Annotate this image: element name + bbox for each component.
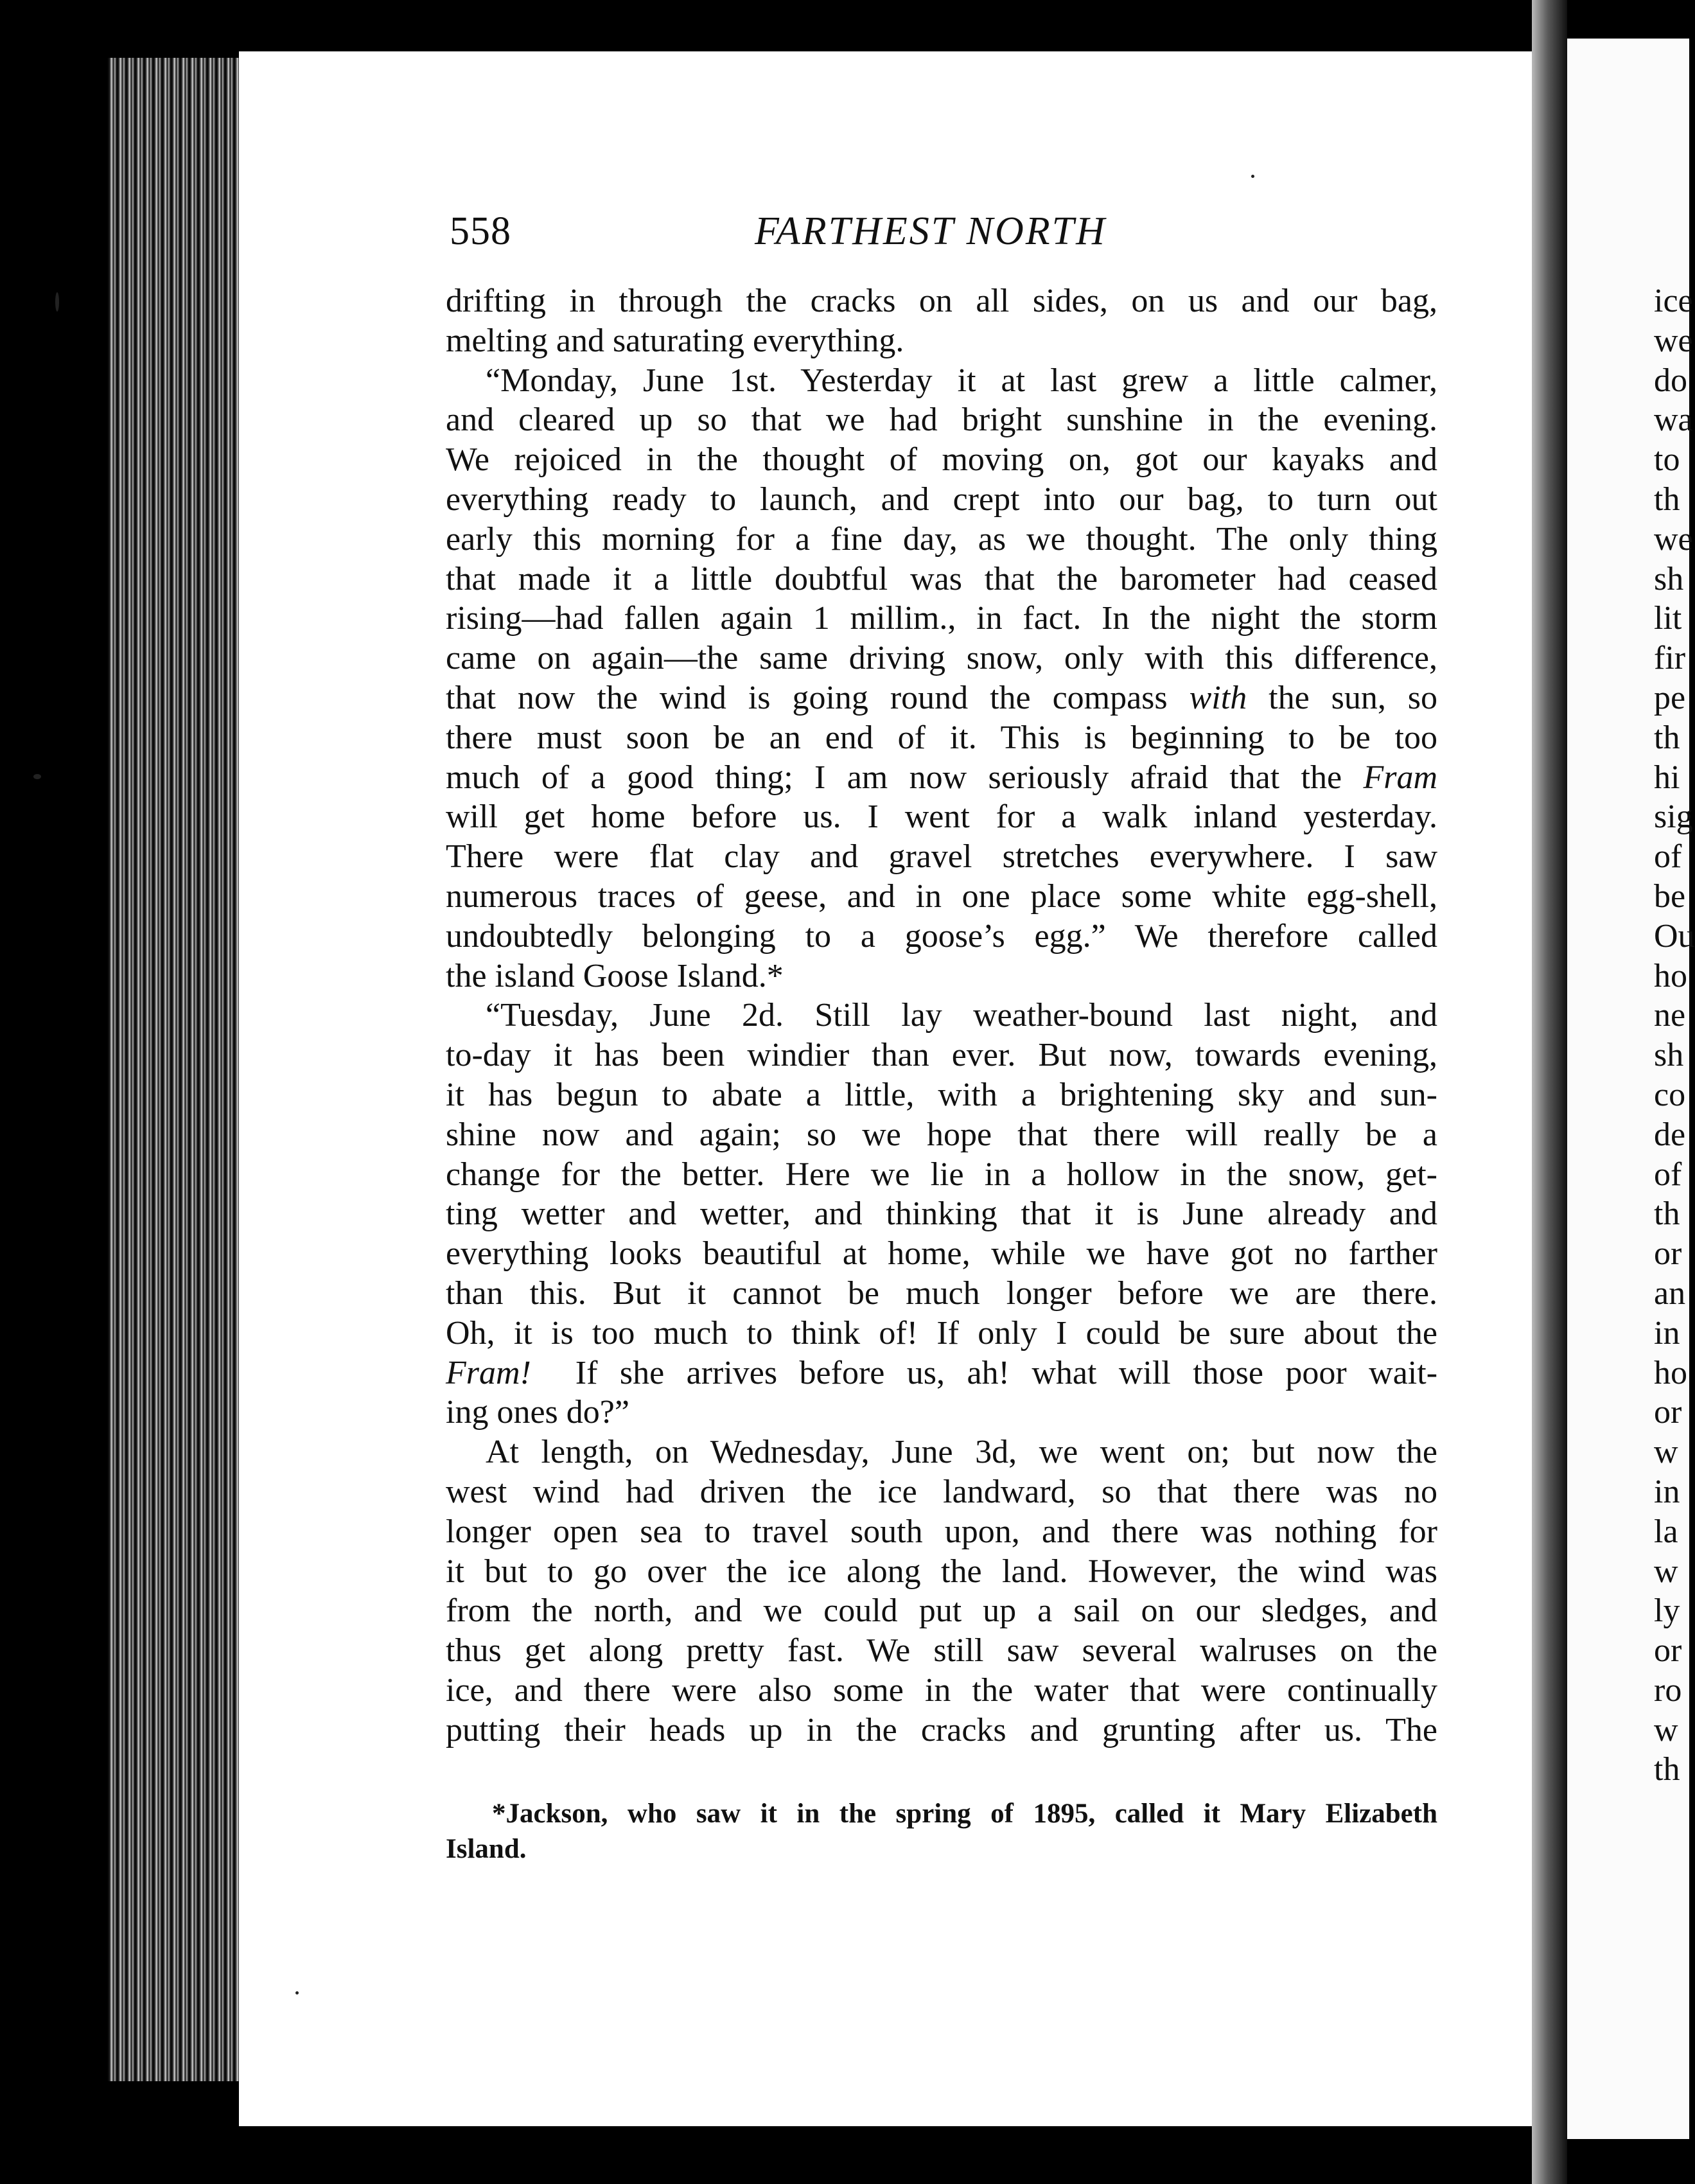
facing-page-fragment: pe: [1654, 679, 1686, 716]
text-line: there must soon be an end of it. This is beginning to be too: [446, 719, 1437, 756]
text-line: melting and saturating everything.: [446, 322, 904, 359]
text-line: numerous traces of geese, and in one place some white egg-shell,: [446, 877, 1437, 915]
italic-emphasis: with: [1189, 679, 1247, 716]
facing-page-text: [1654, 281, 1695, 1790]
text-segment: much of a good thing; I am now seriously afraid that the: [446, 759, 1342, 796]
facing-page-fragment: ne: [1654, 997, 1686, 1034]
facing-page-fragment: w: [1654, 1711, 1678, 1748]
facing-page-fragment: w: [1654, 1553, 1678, 1590]
facing-page-fragment: th: [1654, 480, 1680, 518]
text-line: There were flat clay and gravel stretches everywhere. I saw: [446, 838, 1437, 876]
text-line: “Tuesday, June 2d. Still lay weather-bound last night, and: [486, 997, 1437, 1034]
text-line: rising—had fallen again 1 millim., in fact. In the night the storm: [446, 600, 1437, 637]
facing-page-fragment: of: [1654, 838, 1682, 876]
facing-page-fragment: sig: [1654, 798, 1693, 836]
book-gutter: [1532, 0, 1567, 2184]
text-segment: If she arrives before us, ah! what will those poor wait-: [575, 1354, 1438, 1391]
running-title: FARTHEST NORTH: [755, 209, 1107, 253]
facing-page-fragment: ly: [1654, 1592, 1680, 1630]
body-text: [446, 281, 1437, 1750]
text-line: [446, 1353, 1437, 1393]
text-line: [446, 758, 1437, 798]
text-line: We rejoiced in the thought of moving on, got our kayaks and: [446, 441, 1437, 479]
facing-page-fragment: ho: [1654, 1354, 1687, 1391]
text-segment: that now the wind is going round the compass: [446, 679, 1168, 716]
facing-page-fragment: ho: [1654, 957, 1687, 994]
text-line: ting wetter and wetter, and thinking that it is June already and: [446, 1195, 1437, 1233]
scan-speck: [295, 1991, 299, 1995]
text-line: came on again—the same driving snow, only with this difference,: [446, 640, 1437, 677]
facing-page-fragment: an: [1654, 1274, 1686, 1312]
facing-page-fragment: we: [1654, 322, 1693, 359]
facing-page-fragment: be: [1654, 877, 1686, 915]
text-line: At length, on Wednesday, June 3d, we went on; but now the: [486, 1434, 1437, 1471]
text-line: shine now and again; so we hope that there will really be a: [446, 1116, 1437, 1153]
facing-page-fragment: sh: [1654, 1037, 1684, 1074]
facing-page-fragment: Ou: [1654, 917, 1695, 955]
text-segment: the sun, so: [1269, 679, 1438, 716]
facing-page-fragment: wa: [1654, 401, 1693, 439]
page-edge-stack: [108, 58, 243, 2081]
text-line: undoubtedly belonging to a goose’s egg.” We therefore called: [446, 917, 1437, 955]
text-line: and cleared up so that we had bright sunshine in the evening.: [446, 401, 1437, 439]
text-line: the island Goose Island.*: [446, 957, 784, 994]
facing-page-fragment: or: [1654, 1632, 1682, 1669]
facing-page-fragment: in: [1654, 1314, 1680, 1352]
facing-page-fragment: in: [1654, 1473, 1680, 1510]
facing-page-fragment: we: [1654, 520, 1693, 558]
text-line: everything ready to launch, and crept into our bag, to turn out: [446, 480, 1437, 518]
facing-page-fragment: hi: [1654, 759, 1680, 796]
text-line: Oh, it is too much to think of! If only I could be sure about the: [446, 1314, 1437, 1352]
text-line: that made it a little doubtful was that the barometer had ceased: [446, 560, 1437, 597]
footnote-line: *Jackson, who saw it in the spring of 1895, called it Mary Elizabeth: [492, 1799, 1437, 1829]
footnote-line: Island.: [446, 1834, 527, 1864]
facing-page-fragment: w: [1654, 1434, 1678, 1471]
italic-ship-name: Fram!: [446, 1354, 531, 1391]
facing-page-fragment: or: [1654, 1235, 1682, 1273]
facing-page-fragment: lit: [1654, 600, 1682, 637]
text-line: ing ones do?”: [446, 1394, 629, 1431]
facing-page-fragment: th: [1654, 719, 1680, 756]
text-line: than this. But it cannot be much longer before we are there.: [446, 1274, 1437, 1312]
text-line: “Monday, June 1st. Yesterday it at last grew a little calmer,: [486, 362, 1437, 399]
text-line: [446, 678, 1437, 718]
facing-page-fragment: or: [1654, 1394, 1682, 1431]
facing-page-fragment: ice: [1654, 283, 1693, 319]
text-line: will get home before us. I went for a walk inland yesterday.: [446, 798, 1437, 836]
facing-page-fragment: to: [1654, 441, 1680, 479]
text-line: early this morning for a fine day, as we thought. The only thing: [446, 520, 1437, 558]
text-line: drifting in through the cracks on all sides, on us and our bag,: [446, 283, 1437, 319]
text-line: longer open sea to travel south upon, and there was nothing for: [446, 1513, 1437, 1550]
text-line: thus get along pretty fast. We still saw several walruses on the: [446, 1632, 1437, 1669]
facing-page-fragment: fir: [1654, 640, 1686, 677]
text-line: from the north, and we could put up a sail on our sledges, and: [446, 1592, 1437, 1630]
scan-speck: [1251, 175, 1254, 178]
facing-page-fragment: sh: [1654, 560, 1684, 597]
text-line: to-day it has been windier than ever. But now, towards evening,: [446, 1037, 1437, 1074]
text-line: west wind had driven the ice landward, so that there was no: [446, 1473, 1437, 1510]
facing-page-fragment: co: [1654, 1076, 1686, 1113]
text-line: change for the better. Here we lie in a hollow in the snow, get-: [446, 1156, 1437, 1193]
facing-page-fragment: la: [1654, 1513, 1678, 1550]
text-line: it has begun to abate a little, with a brightening sky and sun-: [446, 1076, 1437, 1113]
footnote: [446, 1796, 1437, 1867]
page-number: 558: [450, 209, 511, 253]
scan-speck: [55, 292, 59, 312]
text-line: putting their heads up in the cracks and grunting after us. The: [446, 1711, 1437, 1748]
facing-page-fragment: th: [1654, 1751, 1680, 1788]
text-line: everything looks beautiful at home, while we have got no farther: [446, 1235, 1437, 1273]
italic-ship-name: Fram: [1363, 759, 1437, 796]
text-line: it but to go over the ice along the land. However, the wind was: [446, 1553, 1437, 1590]
facing-page-fragment: ro: [1654, 1671, 1682, 1709]
text-line: ice, and there were also some in the water that were continually: [446, 1671, 1437, 1709]
facing-page-fragment: th: [1654, 1195, 1680, 1233]
facing-page-fragment: of: [1654, 1156, 1682, 1193]
facing-page-fragment: do: [1654, 362, 1687, 399]
facing-page-fragment: de: [1654, 1116, 1686, 1153]
scan-speck: [33, 774, 41, 779]
